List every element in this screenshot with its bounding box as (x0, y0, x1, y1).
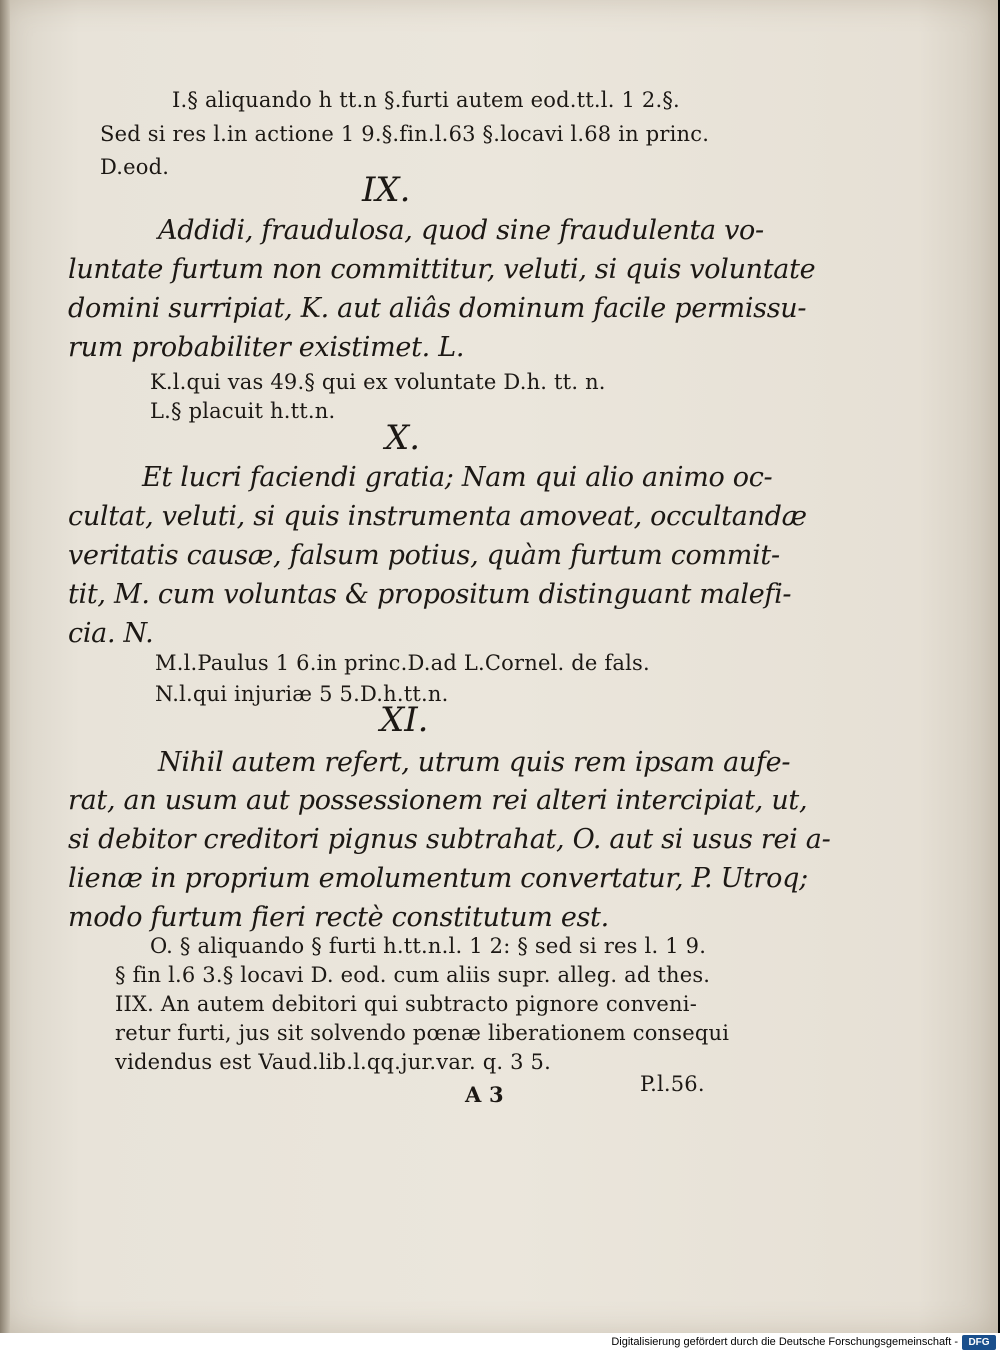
note-line: M.l.Paulus 1 6.in princ.D.ad L.Cornel. de fals. (155, 651, 650, 675)
body-line: veritatis causæ, falsum potius, quàm furtum commit- (68, 540, 780, 571)
body-line: rat, an usum aut possessionem rei alteri intercipiat, ut, (68, 785, 808, 816)
note-line: O. § aliquando § furti h.tt.n.l. 1 2: § sed si res l. 1 9. (150, 934, 707, 958)
note-line: D.eod. (100, 155, 170, 179)
body-line: rum probabiliter existimet. L. (68, 332, 465, 363)
body-line: modo furtum fieri rectè constitutum est. (68, 902, 609, 933)
section-heading: X. (385, 418, 421, 458)
note-line: IIX. An autem debitori qui subtracto pignore conveni- (115, 992, 697, 1016)
note-line: Sed si res l.in actione 1 9.§.fin.l.63 §.locavi l.68 in princ. (100, 122, 710, 146)
note-line: § fin l.6 3.§ locavi D. eod. cum aliis supr. alleg. ad thes. (115, 963, 711, 987)
body-line: luntate furtum non committitur, veluti, si quis voluntate (68, 254, 816, 285)
section-heading: IX. (362, 170, 411, 210)
body-line: lienæ in proprium emolumentum convertatur, P. Utroq; (68, 863, 808, 894)
body-line: Nihil autem refert, utrum quis rem ipsam aufe- (158, 747, 791, 778)
page-spine-edge (0, 0, 10, 1333)
note-line: L.§ placuit h.tt.n. (150, 399, 336, 423)
signature-mark: A 3 (465, 1082, 504, 1107)
note-line: retur furti, jus sit solvendo pœnæ liberationem consequi (115, 1021, 730, 1045)
body-line: Et lucri faciendi gratia; Nam qui alio animo oc- (142, 462, 773, 493)
body-line: Addidi, fraudulosa, quod sine fraudulenta vo- (158, 215, 764, 246)
funding-credit: Digitalisierung gefördert durch die Deutsche Forschungsgemeinschaft - (611, 1336, 958, 1348)
body-line: si debitor creditori pignus subtrahat, O. aut si usus rei a- (68, 824, 831, 855)
dfg-logo[interactable]: DFG (962, 1335, 996, 1350)
note-line: videndus est Vaud.lib.l.qq.jur.var. q. 3 5. (115, 1050, 551, 1074)
section-heading: XI. (380, 700, 429, 740)
note-line: I.§ aliquando h tt.n §.furti autem eod.tt.l. 1 2.§. (172, 88, 680, 112)
note-line: K.l.qui vas 49.§ qui ex voluntate D.h. tt. n. (150, 370, 606, 394)
body-line: domini surripiat, K. aut aliâs dominum facile permissu- (68, 293, 807, 324)
body-line: tit, M. cum voluntas & propositum distinguant malefi- (68, 579, 792, 610)
digitization-footer (0, 1333, 1000, 1354)
note-line: N.l.qui injuriæ 5 5.D.h.tt.n. (155, 682, 449, 706)
body-line: cultat, veluti, si quis instrumenta amoveat, occultandæ (68, 501, 807, 532)
catchword: P.l.56. (640, 1072, 705, 1096)
body-line: cia. N. (68, 618, 154, 649)
